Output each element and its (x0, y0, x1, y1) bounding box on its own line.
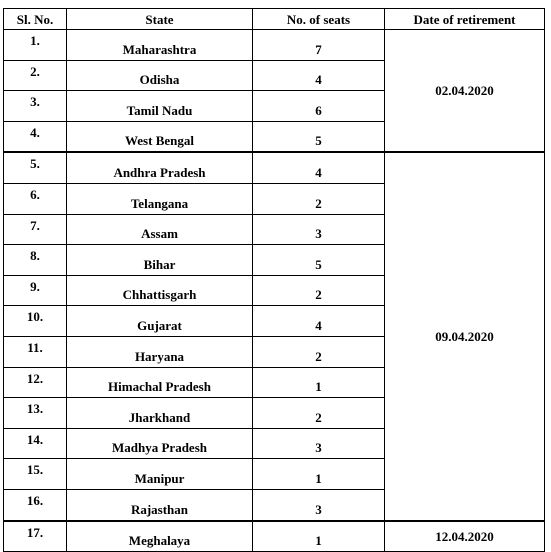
sl-no-cell: 3. (4, 91, 67, 122)
sl-no-cell: 17. (4, 521, 67, 552)
sl-no-cell: 7. (4, 214, 67, 245)
sl-no-cell: 15. (4, 459, 67, 490)
sl-no-cell: 13. (4, 398, 67, 429)
header-no-of-seats: No. of seats (253, 9, 385, 30)
seats-cell: 7 (253, 30, 385, 61)
state-cell: Odisha (67, 60, 253, 91)
seats-cell: 5 (253, 121, 385, 152)
seats-cell: 2 (253, 275, 385, 306)
state-cell: Andhra Pradesh (67, 152, 253, 183)
seats-cell: 5 (253, 245, 385, 276)
state-cell: Maharashtra (67, 30, 253, 61)
seats-cell: 4 (253, 60, 385, 91)
seats-cell: 2 (253, 336, 385, 367)
seats-cell: 3 (253, 489, 385, 520)
table-row (4, 30, 545, 61)
state-cell: West Bengal (67, 121, 253, 152)
sl-no-cell: 9. (4, 275, 67, 306)
header-sl-no: Sl. No. (4, 9, 67, 30)
seats-cell: 3 (253, 428, 385, 459)
sl-no-cell: 8. (4, 245, 67, 276)
state-cell: Rajasthan (67, 489, 253, 520)
seats-cell: 4 (253, 152, 385, 183)
sl-no-cell: 4. (4, 121, 67, 152)
sl-no-cell: 2. (4, 60, 67, 91)
seats-cell: 2 (253, 398, 385, 429)
header-date-of-retirement: Date of retirement (385, 9, 545, 30)
sl-no-cell: 12. (4, 367, 67, 398)
seats-cell: 6 (253, 91, 385, 122)
seats-cell: 3 (253, 214, 385, 245)
state-cell: Gujarat (67, 306, 253, 337)
sl-no-cell: 5. (4, 152, 67, 183)
state-cell: Tamil Nadu (67, 91, 253, 122)
state-cell: Bihar (67, 245, 253, 276)
state-cell: Haryana (67, 336, 253, 367)
seats-cell: 1 (253, 367, 385, 398)
state-cell: Chhattisgarh (67, 275, 253, 306)
state-cell: Jharkhand (67, 398, 253, 429)
state-cell: Telangana (67, 183, 253, 214)
sl-no-cell: 14. (4, 428, 67, 459)
state-cell: Assam (67, 214, 253, 245)
header-state: State (67, 9, 253, 30)
sl-no-cell: 10. (4, 306, 67, 337)
seats-cell: 1 (253, 459, 385, 490)
table-row (4, 152, 545, 183)
sl-no-cell: 16. (4, 489, 67, 520)
table-row (4, 521, 545, 552)
sl-no-cell: 1. (4, 30, 67, 61)
state-cell: Meghalaya (67, 521, 253, 552)
header-row (4, 9, 545, 30)
retirement-date-cell: 09.04.2020 (385, 152, 545, 520)
retirement-date-cell: 12.04.2020 (385, 521, 545, 552)
sl-no-cell: 11. (4, 336, 67, 367)
retirement-table (3, 8, 545, 552)
state-cell: Madhya Pradesh (67, 428, 253, 459)
seats-cell: 2 (253, 183, 385, 214)
seats-cell: 1 (253, 521, 385, 552)
retirement-date-cell: 02.04.2020 (385, 30, 545, 153)
seats-cell: 4 (253, 306, 385, 337)
state-cell: Himachal Pradesh (67, 367, 253, 398)
state-cell: Manipur (67, 459, 253, 490)
sl-no-cell: 6. (4, 183, 67, 214)
